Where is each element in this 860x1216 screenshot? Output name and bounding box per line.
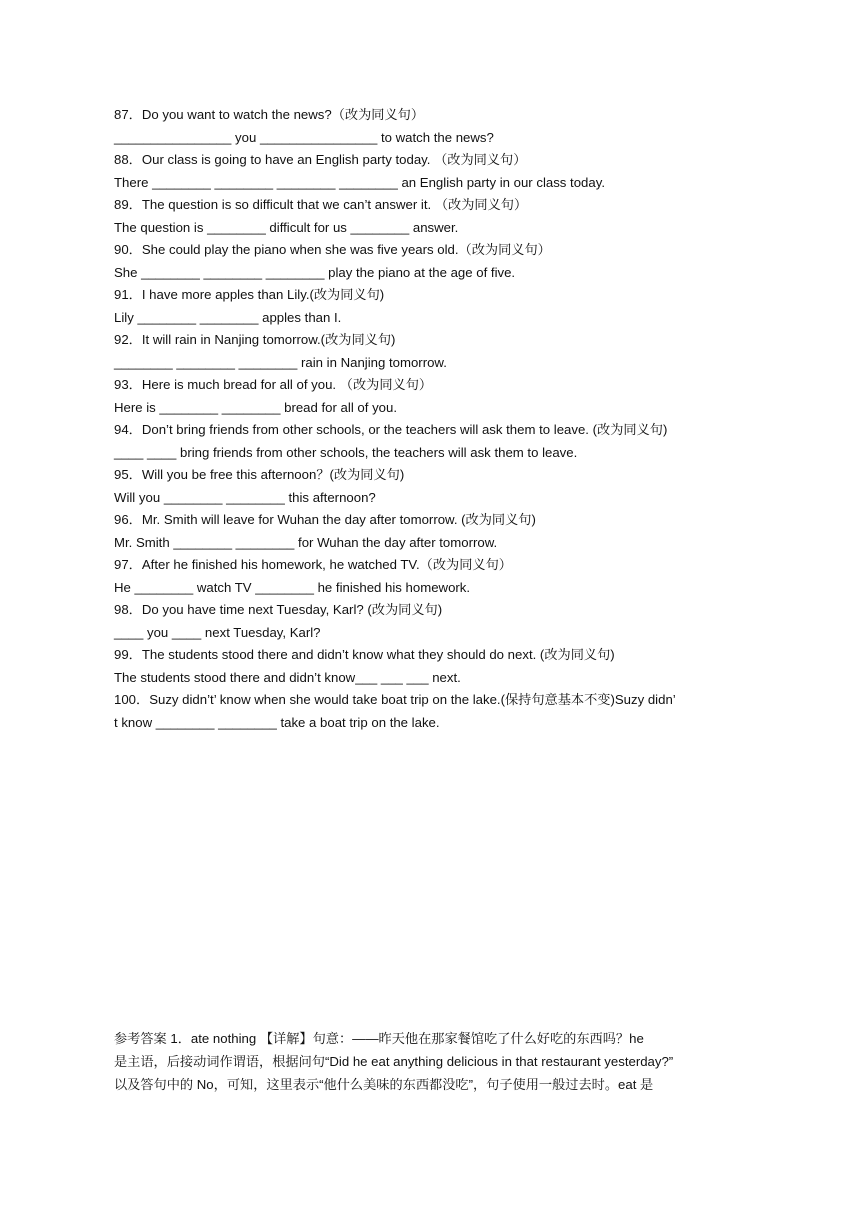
- exercise-answer-blank: The question is ________ difficult for us ________ answer.: [114, 219, 459, 235]
- exercise-answer-blank: ________________ you ________________ to watch the news?: [114, 129, 494, 145]
- exercise-answer-blank: There ________ ________ ________ ________ an English party in our class today.: [114, 174, 606, 190]
- exercise-question: 90．She could play the piano when she was five years old.（改为同义句）: [114, 242, 551, 257]
- exercise-question: 91．I have more apples than Lily.(改为同义句): [114, 287, 385, 302]
- exercise-question: 97．After he finished his homework, he watched TV.（改为同义句）: [114, 557, 512, 572]
- answer-section: [114, 1027, 754, 1096]
- exercise-question: 99．The students stood there and didn’t know what they should do next. (改为同义句): [114, 647, 615, 662]
- exercise-answer-blank: ____ you ____ next Tuesday, Karl?: [114, 624, 321, 640]
- exercise-question: 88．Our class is going to have an English party today. （改为同义句）: [114, 152, 527, 167]
- exercise-question: 95．Will you be free this afternoon？(改为同义句): [114, 467, 405, 482]
- answer-line: 参考答案 1．ate nothing 【详解】句意：——昨天他在那家餐馆吃了什么好吃的东西吗？he: [114, 1031, 644, 1046]
- answer-line: 以及答句中的 No，可知，这里表示“他什么美味的东西都没吃”，句子使用一般过去时。eat 是: [114, 1077, 654, 1092]
- exercise-question: 89．The question is so difficult that we can’t answer it. （改为同义句）: [114, 197, 528, 212]
- exercise-question: 93．Here is much bread for all of you. （改为同义句）: [114, 377, 433, 392]
- exercise-answer-blank: ____ ____ bring friends from other schools, the teachers will ask them to leave.: [114, 444, 578, 460]
- exercise-question: 96．Mr. Smith will leave for Wuhan the day after tomorrow. (改为同义句): [114, 512, 536, 527]
- exercise-question: 87．Do you want to watch the news?（改为同义句）: [114, 107, 425, 122]
- exercise-question: 94．Don’t bring friends from other schools, or the teachers will ask them to leave. (改为同义句): [114, 422, 668, 437]
- exercise-question: 98．Do you have time next Tuesday, Karl? (改为同义句): [114, 602, 443, 617]
- exercise-answer-blank: Mr. Smith ________ ________ for Wuhan the day after tomorrow.: [114, 534, 498, 550]
- answer-line: 是主语，后接动词作谓语，根据问句“Did he eat anything delicious in that restaurant yesterday?”: [114, 1054, 674, 1069]
- exercise-answer-blank: t know ________ ________ take a boat trip on the lake.: [114, 714, 440, 730]
- exercise-answer-blank: Here is ________ ________ bread for all of you.: [114, 399, 398, 415]
- exercise-question: 92．It will rain in Nanjing tomorrow.(改为同义句): [114, 332, 396, 347]
- exercise-answer-blank: The students stood there and didn’t know___ ___ ___ next.: [114, 669, 461, 685]
- exercise-answer-blank: She ________ ________ ________ play the piano at the age of five.: [114, 264, 516, 280]
- exercise-answer-blank: He ________ watch TV ________ he finished his homework.: [114, 579, 471, 595]
- exercise-question: 100．Suzy didn’t’ know when she would take boat trip on the lake.(保持句意基本不变)Suzy didn’: [114, 692, 676, 707]
- exercise-answer-blank: Will you ________ ________ this afternoon?: [114, 489, 376, 505]
- exercise-list: [114, 104, 754, 734]
- exercise-answer-blank: ________ ________ ________ rain in Nanjing tomorrow.: [114, 354, 447, 370]
- exercise-answer-blank: Lily ________ ________ apples than I.: [114, 309, 342, 325]
